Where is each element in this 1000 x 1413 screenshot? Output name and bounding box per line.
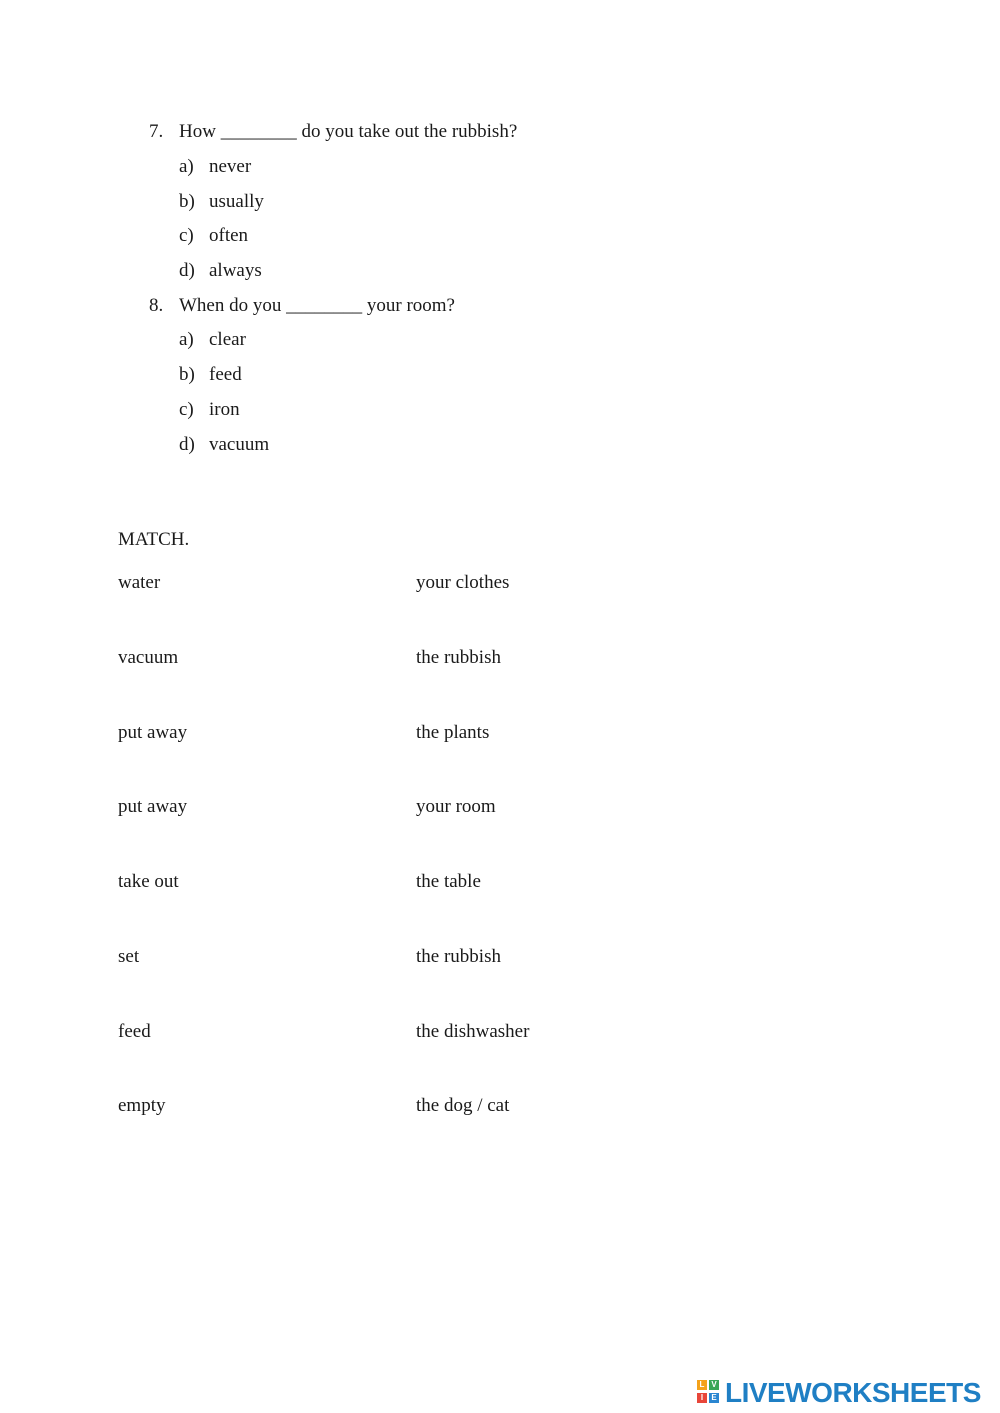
question-text: How ________ do you take out the rubbish? — [179, 121, 518, 142]
question-number: 8. — [149, 295, 164, 316]
match-right-item: the table — [416, 871, 481, 892]
match-left-item: feed — [118, 1021, 151, 1042]
match-left-item: empty — [118, 1095, 166, 1116]
match-right-item: the plants — [416, 722, 490, 743]
option-text: feed — [209, 364, 242, 385]
logo-blocks-icon — [697, 1380, 722, 1406]
option-letter: b) — [179, 191, 195, 212]
option-letter: d) — [179, 434, 195, 455]
match-left-item: put away — [118, 796, 188, 817]
match-right-item: your clothes — [416, 572, 510, 593]
logo-text: LIVEWORKSHEETS — [725, 1377, 981, 1408]
option-letter: c) — [179, 225, 194, 246]
logo-block: E — [709, 1393, 719, 1403]
match-right-item: your room — [416, 796, 496, 817]
match-heading: MATCH. — [118, 529, 190, 550]
option-text: clear — [209, 329, 246, 350]
match-left-item: vacuum — [118, 647, 179, 668]
logo-block: I — [697, 1393, 707, 1403]
match-left-item: water — [118, 572, 161, 593]
option-text: never — [209, 156, 252, 177]
match-right-item: the rubbish — [416, 647, 501, 668]
option-letter: a) — [179, 329, 194, 350]
liveworksheets-logo — [697, 1378, 994, 1408]
question-text: When do you ________ your room? — [179, 295, 455, 316]
logo-block: L — [697, 1380, 707, 1390]
match-left-item: take out — [118, 871, 179, 892]
match-left-item: set — [118, 946, 140, 967]
option-text: always — [209, 260, 262, 281]
option-text: often — [209, 225, 249, 246]
match-left-item: put away — [118, 722, 188, 743]
option-text: usually — [209, 191, 264, 212]
option-letter: a) — [179, 156, 194, 177]
option-letter: c) — [179, 399, 194, 420]
option-text: iron — [209, 399, 240, 420]
option-letter: d) — [179, 260, 195, 281]
option-letter: b) — [179, 364, 195, 385]
match-right-item: the rubbish — [416, 946, 501, 967]
match-right-item: the dishwasher — [416, 1021, 530, 1042]
option-text: vacuum — [209, 434, 270, 455]
match-right-item: the dog / cat — [416, 1095, 510, 1116]
logo-block: V — [709, 1380, 719, 1390]
question-number: 7. — [149, 121, 164, 142]
